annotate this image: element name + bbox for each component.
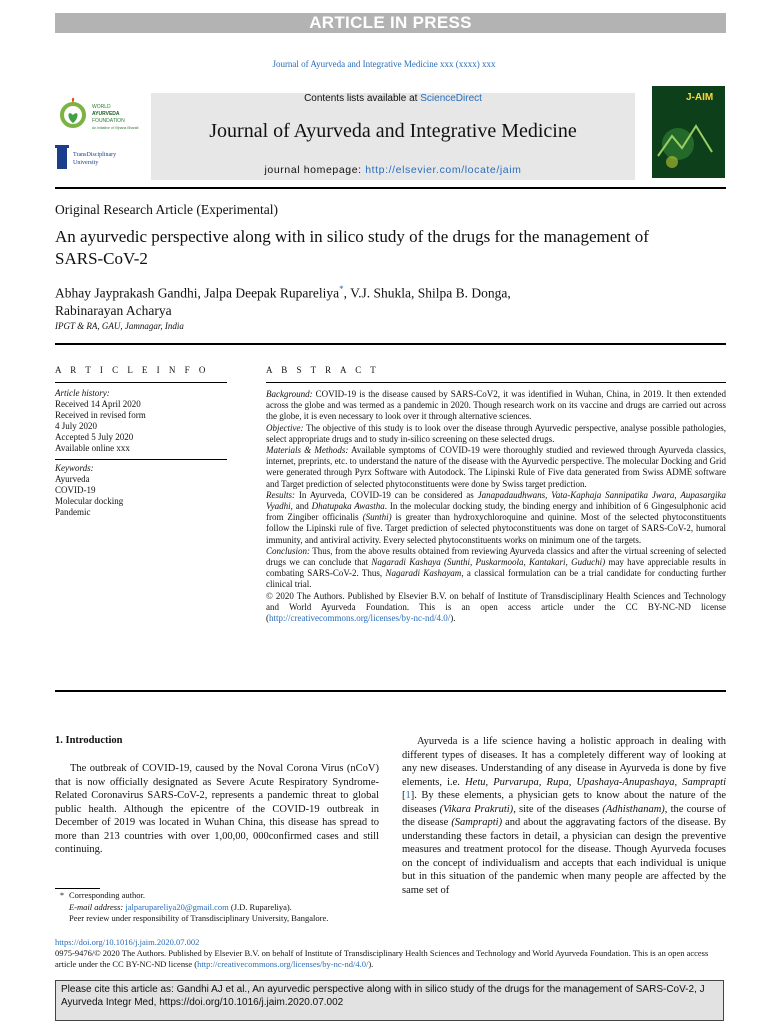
contents-prefix: Contents lists available at xyxy=(304,93,421,104)
objective-label: Objective: xyxy=(266,422,304,433)
abstract-rule xyxy=(266,382,726,383)
author-list xyxy=(55,281,615,319)
keyword-item: Molecular docking xyxy=(55,496,124,506)
article-info-rule xyxy=(55,382,227,383)
intro-text: and about the aggravating factors of the disease. By understanding these factors in detail, a physician can design the preventive measures and treatment protocol for the disease. Though Ayurveda focuses on the concept of individualism and accepts that each individual is unique but in this situation of the pandemic when many people are affected by the same set of xyxy=(402,817,726,896)
title-block-rule xyxy=(55,343,726,345)
copyright-text: ). xyxy=(450,613,456,624)
history-item: 4 July 2020 xyxy=(55,421,98,431)
reference-link[interactable]: 1 xyxy=(405,790,411,801)
intro-text: , the course of the disease xyxy=(402,803,726,828)
journal-reference[interactable]: Journal of Ayurveda and Integrative Medicine xxx (xxxx) xxx xyxy=(272,59,496,69)
affiliation: IPGT & RA, GAU, Jamnagar, India xyxy=(55,321,184,331)
keyword-item: Pandemic xyxy=(55,507,91,517)
methods-text: Available symptoms of COVID-19 were thoroughly studied and reviewed through Ayurveda classics, internet, preprints, etc. to understand the nature of the disease with the Ayurvedic perspective. The molecular Docking and Grid were generated through Pyrx Software with Autodock. The Lipinski Rule of Five data generated from Swiss ADME software and Target prediction of selected phytoconstituents were done by Swiss target prediction. xyxy=(266,445,726,489)
results-text: In Ayurveda, COVID-19 can be considered as xyxy=(295,489,478,500)
footnote-star: * xyxy=(59,890,65,900)
contents-line xyxy=(151,93,635,104)
abstract-methods xyxy=(266,445,726,490)
article-info xyxy=(55,388,227,518)
authors-part-b: , V.J. Shukla, Shilpa B. Donga, xyxy=(343,285,511,301)
results-term: (Sunthi) xyxy=(362,512,392,523)
results-text: is greater than hydroxychloroquine and quinine. Most of the selected phytoconstituents follow the Lipinski rule of five. Target prediction of selected phytoconstituents was done on target of SARS-CoV-2, humoral immunity, and antiviral activity. Every selected phytoconstituents works on minimum one of the targets. xyxy=(266,512,727,545)
abstract-results xyxy=(266,490,726,546)
footer-license-link[interactable]: http://creativecommons.org/licenses/by-nc-nd/4.0/ xyxy=(197,959,369,969)
license-text: ). xyxy=(368,959,374,969)
results-term: Janapadaudhwans, Vata-Kaphaja Sannipatika Jwara, Aupasargika Vyadhi, xyxy=(266,489,726,512)
abstract-body xyxy=(266,389,726,624)
intro-term: (Adhisthanam) xyxy=(602,803,665,815)
logo-text-initiative: An initiative of Vijnana Bharati xyxy=(92,126,139,130)
journal-title: Journal of Ayurveda and Integrative Medicine xyxy=(209,120,577,142)
intro-text: , site of the diseases xyxy=(513,803,603,815)
results-term: Dhatupaka Awastha xyxy=(311,501,385,512)
history-item: Received 14 April 2020 xyxy=(55,399,141,409)
conclusion-text: , a classical formulation can be a trial candidate for conducting further clinical trial. xyxy=(266,568,726,590)
license-text: 0975-9476/© 2020 The Authors. Published by Elsevier B.V. on behalf of Institute of Transdisciplinary Health Sciences and Technology and World Ayurveda Foundation. This is an open access article under the CC BY-NC-ND license ( xyxy=(55,948,709,969)
journal-cover-image xyxy=(652,86,725,178)
publisher-logos xyxy=(55,93,145,183)
logo-text-world: WORLD xyxy=(92,104,111,110)
page-footer xyxy=(55,937,726,970)
history-label: Article history: xyxy=(55,388,110,398)
citation-box: Please cite this article as: Gandhi AJ et al., An ayurvedic perspective along with in silico study of the drugs for the management of SARS-CoV-2, J Ayurveda Integr Med, https://doi.org/10.1016/j.jaim.2020.07.002 xyxy=(55,980,724,1021)
results-text: and xyxy=(292,501,312,512)
tdu-logo-line2: University xyxy=(73,160,99,166)
sciencedirect-link[interactable]: ScienceDirect xyxy=(420,93,482,104)
background-text: COVID-19 is the disease caused by SARS-CoV2, it was identified in Wuhan, China, in 2019. It then extended across the globe and was termed as a pandemic in 2020. Though research work on its vaccine and drugs are carried out across the globe, it is even necessary to look over it through alternative sciences. xyxy=(266,389,726,422)
intro-left-column xyxy=(55,762,379,857)
article-title: An ayurvedic perspective along with in silico study of the drugs for the management of SARS-CoV-2 xyxy=(55,227,649,268)
abstract-objective xyxy=(266,423,726,445)
license-line xyxy=(55,948,726,970)
keyword-item: COVID-19 xyxy=(55,485,96,495)
keyword-item: Ayurveda xyxy=(55,474,90,484)
intro-text: ]. By these elements, a physician gets to know about the nature of the diseases xyxy=(402,790,726,815)
header-rule xyxy=(55,187,726,189)
footnotes xyxy=(55,890,385,925)
conclusion-text: may have appreciable results in combating SARS-CoV-2. Thus, xyxy=(266,557,726,579)
journal-homepage xyxy=(151,164,635,176)
authors-part-a: Abhay Jayprakash Gandhi, Jalpa Deepak Rupareliya xyxy=(55,285,340,301)
keywords-label: Keywords: xyxy=(55,463,94,473)
intro-term: Hetu, Purvarupa, Rupa, Upashaya-Anupashaya, Samprapti xyxy=(465,776,726,788)
intro-text: Ayurveda is a life science having a holistic approach in dealing with different types of diseases. It has a completely different way of looking at any new diseases. Understanding of any disease in Ayurveda is done by five elements, i.e. xyxy=(402,736,726,788)
abstract-conclusion xyxy=(266,546,726,591)
abstract-end-rule xyxy=(55,690,726,692)
copyright-text: © 2020 The Authors. Published by Elsevier B.V. on behalf of Institute of Transdisciplinary Health Sciences and Technology and World Ayurveda Foundation. This is an open access article under the CC BY-NC-ND license ( xyxy=(266,590,726,624)
intro-term: (Vikara Prakruti) xyxy=(439,803,514,815)
corresponding-author-mark[interactable]: * xyxy=(339,284,344,294)
conclusion-term: Nagaradi Kashayam xyxy=(385,568,462,579)
cover-title: J-AIM xyxy=(686,92,714,103)
conclusion-text: Thus, from the above results obtained from reviewing Ayurveda classics and after the virtual screening of selected drugs we can conclude that xyxy=(266,545,726,568)
intro-paragraph-right xyxy=(402,735,726,897)
email-note xyxy=(55,902,385,914)
results-text: . In the molecular docking study, the binding energy and inhibition of 6 Gingesulphonic acid from Zingiber officinalis xyxy=(266,501,727,523)
doi-link[interactable]: https://doi.org/10.1016/j.jaim.2020.07.002 xyxy=(55,937,200,947)
history-item: Available online xxx xyxy=(55,443,130,453)
article-in-press-banner: ARTICLE IN PRESS xyxy=(55,13,726,33)
authors-line-2: Rabinarayan Acharya xyxy=(55,302,172,318)
intro-text: [ xyxy=(402,790,406,801)
email-owner: (J.D. Rupareliya). xyxy=(228,901,292,912)
logo-text-ayurveda: AYURVEDA xyxy=(92,111,120,117)
corresponding-text: Corresponding author. xyxy=(69,890,146,900)
results-label: Results: xyxy=(266,489,295,500)
license-link[interactable]: http://creativecommons.org/licenses/by-nc-nd/4.0/ xyxy=(269,613,451,624)
keywords-rule xyxy=(55,459,227,460)
corresponding-note xyxy=(55,890,385,902)
homepage-link[interactable]: http://elsevier.com/locate/jaim xyxy=(365,164,522,176)
introduction-heading: 1. Introduction xyxy=(55,735,123,746)
abstract-heading: A B S T R A C T xyxy=(266,365,380,375)
logo-text-foundation: FOUNDATION xyxy=(92,118,125,124)
intro-term: (Samprapti) xyxy=(451,817,503,828)
abstract-copyright xyxy=(266,591,726,625)
intro-paragraph: The outbreak of COVID-19, caused by the Noval Corona Virus (nCoV) that is now officially designated as Severe Acute Respiratory Syndrome-Related Coronavirus SARS-CoV-2, represents a pandemic threat to global public health. Although the epicentre of the COVID-19 outbreak in December of 2019 was located in Wuhan China, this disease has spread to more than 213 countries with over 1,00,00, 000confirmed cases and still continuing. xyxy=(55,763,379,855)
background-label: Background: xyxy=(266,389,313,399)
history-item: Received in revised form xyxy=(55,410,146,420)
history-item: Accepted 5 July 2020 xyxy=(55,432,134,442)
article-info-heading: A R T I C L E I N F O xyxy=(55,365,209,375)
email-label: E-mail address: xyxy=(69,901,124,912)
article-type: Original Research Article (Experimental) xyxy=(55,202,279,217)
methods-label: Materials & Methods: xyxy=(266,445,349,456)
abstract-background xyxy=(266,389,726,423)
footnote-rule xyxy=(55,888,100,889)
conclusion-label: Conclusion: xyxy=(266,545,310,556)
objective-text: The objective of this study is to look over the disease through Ayurvedic perspective, analyse possible pathologies, select appropriate drugs and to study in-silico screening on these selected drugs. xyxy=(266,422,726,444)
email-link[interactable]: jalparupareliya20@gmail.com xyxy=(125,901,229,912)
peer-review-note: Peer review under responsibility of Transdisciplinary University, Bangalore. xyxy=(69,913,329,923)
tdu-logo-line1: TransDisciplinary xyxy=(73,152,117,158)
homepage-prefix: journal homepage: xyxy=(264,164,366,176)
conclusion-term: Nagaradi Kashaya (Sunthi, Puskarmoola, Kantakari, Guduchi) xyxy=(371,557,606,568)
intro-right-column xyxy=(402,735,726,897)
